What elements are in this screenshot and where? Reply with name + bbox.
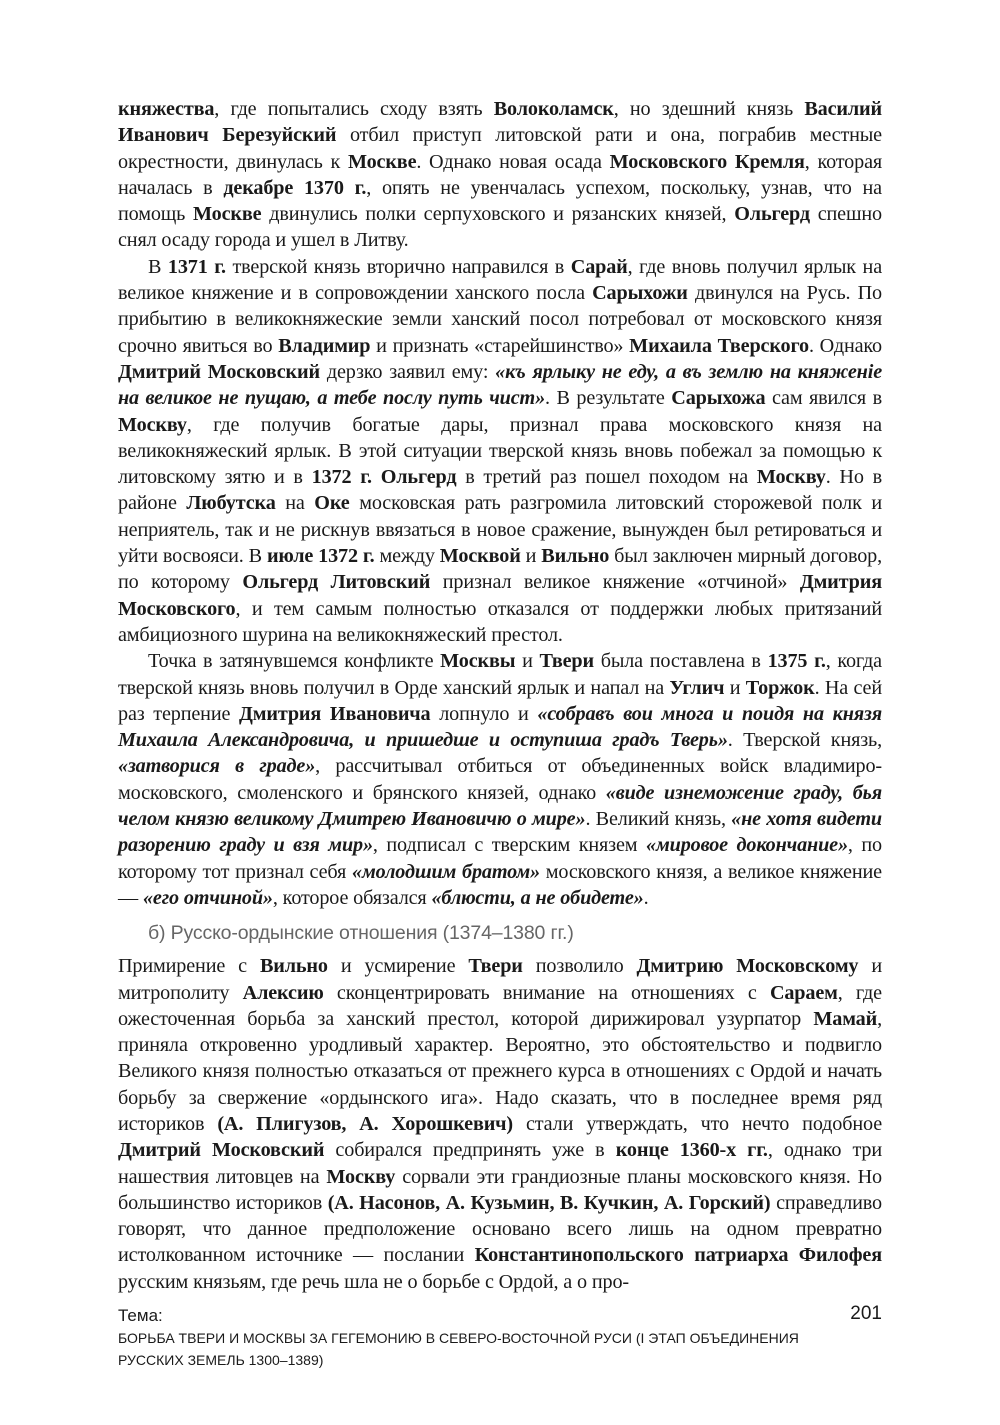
text-run: позволило <box>522 955 637 978</box>
bold-term: Московского Кремля <box>609 150 805 173</box>
footer-topic-label: Тема: <box>118 1306 163 1325</box>
text-run: лопнуло и <box>430 702 538 725</box>
paragraph-4 <box>118 953 882 1295</box>
bold-term: Москву <box>756 466 826 489</box>
text-run: справедливо говорят, что данное предположение основано всего лишь на одном превратно истолкованном источнике — послании <box>118 1191 882 1267</box>
text-run: . Тверской князь, <box>727 729 883 752</box>
bold-term: Михаила Тверского <box>629 334 809 357</box>
quoted-old-russian-text: «затворися в граде» <box>118 755 316 778</box>
text-run: спешно снял осаду города и ушел в Литву. <box>118 203 882 252</box>
bold-term: конце 1360-х гг. <box>615 1139 768 1162</box>
text-run: , которая началась в <box>118 150 883 199</box>
bold-term: Сарыхожа <box>671 387 766 410</box>
text-run: , когда тверской князь вновь получил в Орде ханский ярлык и напал на <box>118 650 882 699</box>
quoted-old-russian-text: «мировое докончание» <box>646 834 848 857</box>
text-run: , однако три нашествия литовцев на <box>118 1139 883 1188</box>
paragraph-1 <box>118 96 882 254</box>
text-run: . В результате <box>545 387 672 410</box>
bold-term: Москву <box>118 413 187 436</box>
text-run: был заключен мирный договор, по которому <box>118 545 882 594</box>
bold-term: декабре 1370 г. <box>223 176 367 199</box>
text-run: между <box>374 545 440 568</box>
bold-term: Дмитрия Ивановича <box>239 702 431 725</box>
text-run: московская рать разгромила литовский сторожевой полк и неприятель, так и не рискнув ввязаться в новое сражение, вынужден был ретироваться и уйти восвояси. В <box>118 492 882 568</box>
bold-term: июле 1372 г. <box>266 545 375 568</box>
text-run: , где ожесточенная борьба за ханский престол, которой дирижировал узурпатор <box>118 981 882 1030</box>
bold-term: княжества <box>118 98 215 120</box>
text-run: дерзко заявил ему: <box>320 360 496 383</box>
bold-term: Сараем <box>769 981 838 1004</box>
text-run: , но здешний князь <box>613 98 805 120</box>
bold-term: 1372 г. <box>311 466 372 489</box>
page-footer <box>118 1305 882 1371</box>
text-run: сорвали эти грандиозные планы московского князя. Но большинство историков <box>118 1165 883 1214</box>
bold-term: Москву <box>326 1165 396 1188</box>
paragraph-2 <box>118 254 882 648</box>
bold-term: Сарыхожи <box>592 282 688 305</box>
text-run: в третий раз пошел походом на <box>456 466 757 489</box>
text-run: и <box>520 545 542 568</box>
quoted-old-russian-text: «собравъ вои многа и поидя на князя Михаила Александровича, и пришедше и оступиша градъ Тверь» <box>118 702 882 752</box>
bold-term: Дмитрий Московский <box>118 360 321 383</box>
bold-term: Константинопольского патриарха Филофея <box>474 1244 882 1267</box>
text-run: . Однако <box>808 334 882 357</box>
bold-term: Дмитрий Московский <box>118 1139 325 1162</box>
text-run: . Великий князь, <box>585 808 732 831</box>
section-heading: б) Русско-ордынские отношения (1374–1380 гг.) <box>148 922 574 945</box>
body-text <box>118 96 882 1295</box>
text-run: Точка в затянувшемся конфликте <box>148 650 441 673</box>
text-run: , приняла откровенно уродливый характер. Вероятно, это обстоятельство и подвигло Великого князя полностью отказаться от прежнего курса в отношениях с Ордой и начать борьбу за свержение «ордынского ига». Надо сказать, что в последнее время ряд историков <box>118 1007 882 1135</box>
text-run: двинулись полки серпуховского и рязанских князей, <box>261 203 735 226</box>
text-run <box>372 466 381 488</box>
text-run: двинулся на Русь. По прибытию в великокняжеские земли ханский посол потребовал от московского князя срочно явиться во <box>118 282 882 357</box>
bold-term: Вильно <box>259 955 328 978</box>
bold-term: Волоколамск <box>493 98 614 120</box>
text-run: отбил приступ литовской рати и она, пограбив местные окрестности, двинулась к <box>118 124 882 173</box>
text-run: сам явился в <box>765 387 882 410</box>
text-run: тверской князь вторично направился в <box>225 255 571 278</box>
bold-term: Владимир <box>278 334 371 357</box>
text-run: В <box>148 255 168 278</box>
text-run: , рассчитывал отбиться от объединенных войск владимиро-московского, смоленского и брянского князей, однако <box>118 755 883 804</box>
quoted-old-russian-text: «его отчиной» <box>142 886 273 909</box>
bold-term: Алексию <box>242 981 324 1004</box>
bold-term: Москве <box>347 150 417 173</box>
bold-term: Мамай <box>813 1007 878 1030</box>
text-run: московского князя, а великое княжение — <box>118 860 882 909</box>
bold-term: (А. Насонов, А. Кузьмин, В. Кучкин, А. Горский) <box>327 1191 771 1214</box>
bold-term: Москве <box>193 203 262 226</box>
text-run: и признать «старейшинство» <box>370 334 630 357</box>
text-run: , где попытались сходу взять <box>214 98 494 120</box>
text-run: Примирение с <box>118 955 260 978</box>
text-run: и усмирение <box>327 955 469 978</box>
text-run: , и тем самым полностью отказался от поддержки любых притязаний амбициозного шурина на великокняжеский престол. <box>118 597 882 646</box>
quoted-old-russian-text: «къ ярлыку не еду, а въ землю на княженіе на великое не пущаю, а тебе послу путь чист» <box>118 360 883 410</box>
page-number: 201 <box>850 1303 882 1324</box>
bold-term: Ольгерд <box>380 466 457 489</box>
text-run: и митрополиту <box>118 955 883 1004</box>
text-run: и <box>515 650 540 673</box>
text-run: на <box>275 492 315 515</box>
text-run: была поставлена в <box>593 650 768 673</box>
paragraph-3 <box>118 648 882 911</box>
text-run: и <box>724 676 746 699</box>
bold-term: Торжок <box>745 676 815 699</box>
bold-term: Твери <box>468 955 523 978</box>
quoted-old-russian-text: «не хотя видети разорению граду и взя мир» <box>118 808 882 857</box>
bold-term: 1371 г. <box>167 255 226 278</box>
bold-term: Любутска <box>186 492 276 515</box>
text-run: . Но в районе <box>118 466 882 515</box>
text-run: сконцентрировать внимание на отношениях с <box>323 981 770 1004</box>
text-run: признал великое княжение «отчиной» <box>430 571 800 594</box>
text-run: , опять не увенчалась успехом, поскольку, узнав, что на помощь <box>118 176 882 226</box>
bold-term: Углич <box>669 676 725 699</box>
text-run: , где вновь получил ярлык на великое княжение и в сопровождении ханского посла <box>118 255 883 305</box>
text-run: , по которому тот признал себя <box>118 834 882 883</box>
footer-topic-title-line-2: РУССКИХ ЗЕМЕЛЬ 1300–1389) <box>118 1352 324 1368</box>
bold-term: Василий Иванович Березуйский <box>118 98 883 147</box>
bold-term: Дмитрия Московского <box>118 571 883 620</box>
text-run: собирался предпринять уже в <box>324 1139 616 1162</box>
text-run: , которое обязался <box>272 886 432 909</box>
bold-term: Вильно <box>541 545 610 568</box>
bold-term: Москвой <box>439 545 521 568</box>
bold-term: Ольгерд <box>734 203 810 226</box>
bold-term: (А. Плигузов, А. Хорошкевич) <box>217 1112 513 1135</box>
bold-term: Сарай <box>570 255 628 278</box>
bold-term: Твери <box>539 650 594 673</box>
text-run: . На сей раз терпение <box>118 676 882 725</box>
bold-term: Оке <box>314 492 350 515</box>
text-run: стали утверждать, что нечто подобное <box>513 1112 883 1135</box>
quoted-old-russian-text: «молодшим братом» <box>352 860 540 883</box>
quoted-old-russian-text: «виде изнеможение граду, бья челом князю великому Дмитрею Ивановичю о мире» <box>118 781 882 831</box>
quoted-old-russian-text: «блюсти, а не обидете» <box>431 886 644 909</box>
text-run: , подписал с тверским князем <box>372 834 646 857</box>
footer-topic-title-line-1: БОРЬБА ТВЕРИ И МОСКВЫ ЗА ГЕГЕМОНИЮ В СЕВЕРО-ВОСТОЧНОЙ РУСИ (I ЭТАП ОБЪЕДИНЕНИЯ <box>118 1330 799 1346</box>
bold-term: Дмитрию Московскому <box>636 955 859 978</box>
text-run: , где получив богатые дары, признал права московского князя на великокняжеский ярлык. В этой ситуации тверской князь вновь побежал за помощью к литовскому зятю и в <box>118 413 882 489</box>
text-run: . Однако новая осада <box>416 150 610 173</box>
bold-term: Москвы <box>440 650 516 673</box>
text-run: . <box>643 886 649 909</box>
bold-term: 1375 г. <box>767 650 826 673</box>
bold-term: Ольгерд Литовский <box>242 571 431 594</box>
text-run: русским князьям, где речь шла не о борьбе с Ордой, а о про- <box>118 1270 629 1293</box>
